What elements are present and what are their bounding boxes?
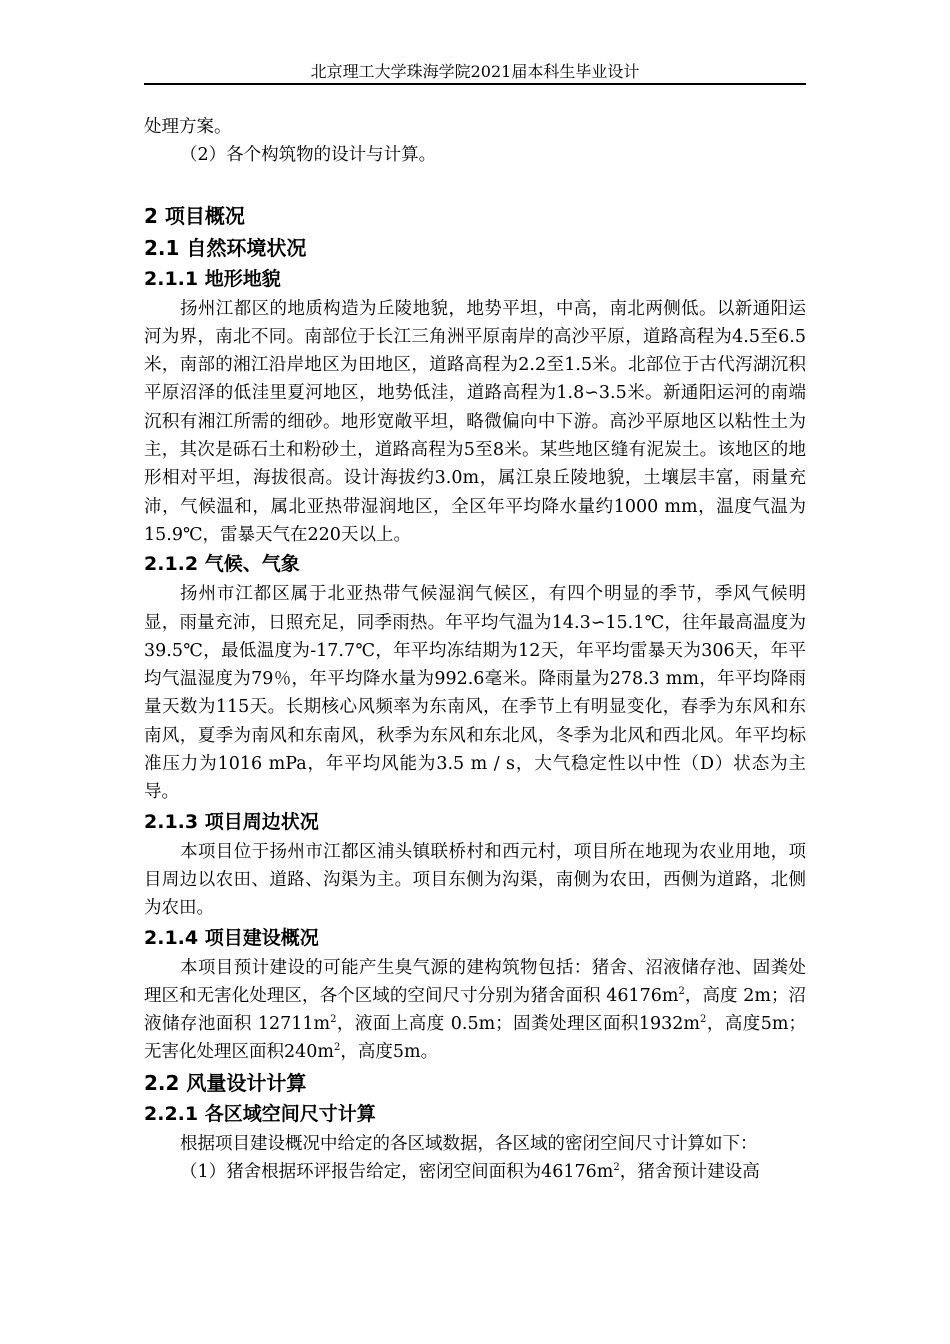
item-1-text-b: ，猪舍预计建设高 bbox=[619, 1162, 760, 1183]
section-2-2-heading: 2.2 风量设计计算 bbox=[144, 1070, 307, 1095]
section-2-1-4-text-5: ，高度5m。 bbox=[340, 1042, 439, 1063]
section-2-1-1-paragraph: 扬州江都区的地质构造为丘陵地貌，地势平坦，中高，南北两侧低。以新通阳运河为界，南北不同。南部位于长江三角洲平原南岸的高沙平原，道路高程为4.5至6.5米，南部的湘江沿岸地区为田地区，道路高程为2.2至1.5米。北部位于古代泻湖沉积平原沼泽的低洼里夏河地区，地势低洼，道路高程为1.8∽3.5米。新通阳运河的南端沉积有湘江所需的细砂。地形宽敞平坦，略微偏向中下游。高沙平原地区以粘性土为主，其次是砾石土和粉砂土，道路高程为5至8米。某些地区缝有泥炭土。该地区的地形相对平坦，海拔很高。设计海拔约3.0m，属江泉丘陵地貌，土壤层丰富，雨量充沛，气候温和，属北亚热带湿润地区，全区年平均降水量约1000 mm，温度气温为15.9℃，雷暴天气在220天以上。 bbox=[144, 298, 806, 545]
section-2-1-2-heading: 2.1.2 气候、气象 bbox=[144, 553, 300, 576]
section-2-1-4-text-1: 本项目预计建设的可能产生臭气源的建构筑物包括：猪舍、沼液储存池、固粪处理区和无害化处理区，各个区域的空间尺寸分别为猪舍面积 46176m bbox=[144, 957, 806, 1006]
section-2-2-1-paragraph: 根据项目建设概况中给定的各区域数据，各区域的密闭空间尺寸计算如下： bbox=[180, 1133, 758, 1154]
section-2-1-1-heading: 2.1.1 地形地貌 bbox=[144, 267, 281, 290]
section-2-1-3-paragraph: 本项目位于扬州市江都区浦头镇联桥村和西元村，项目所在地现为农业用地，项目周边以农田、道路、沟渠为主。项目东侧为沟渠，南侧为农田，西侧为道路，北侧为农田。 bbox=[144, 841, 806, 919]
item-1-text-a: （1）猪舍根据环评报告给定，密闭空间面积为46176m bbox=[180, 1162, 614, 1183]
page-content bbox=[144, 113, 806, 1186]
section-2-1-4-heading: 2.1.4 项目建设概况 bbox=[144, 926, 319, 949]
header-rule bbox=[144, 83, 806, 85]
superscript: 2 bbox=[334, 1042, 341, 1054]
section-2-1-4-paragraph bbox=[144, 954, 806, 1067]
section-2-2-1-heading: 2.2.1 各区域空间尺寸计算 bbox=[144, 1102, 376, 1125]
superscript: 2 bbox=[330, 1014, 337, 1026]
section-2-1-4-text-3: ，液面上高度 0.5m；固粪处理区面积1932m bbox=[336, 1014, 701, 1035]
section-2-heading: 2 项目概况 bbox=[144, 203, 245, 228]
superscript: 2 bbox=[678, 986, 685, 997]
section-2-1-2-paragraph: 扬州市江都区属于北亚热带气候湿润气候区，有四个明显的季节，季风气候明显，雨量充沛，日照充足，同季雨热。年平均气温为14.3∽15.1℃，往年最高温度为39.5℃，最低温度为-17.7℃，年平均冻结期为12天，年平均雷暴天为306天，年平均气温湿度为79％，年平均降水量为992.6毫米。降雨量为278.3 mm，年平均降雨量天数为115天。长期核心风频率为东南风，在季节上有明显变化，春季为东风和东南风，夏季为南风和东南风，秋季为东风和东北风，冬季为北风和西北风。年平均标准压力为1016 mPa，年平均风能为3.5 m / s，大气稳定性以中性（D）状态为主导。 bbox=[144, 584, 806, 803]
intro-line-2: （2）各个构筑物的设计与计算。 bbox=[180, 145, 437, 166]
intro-line-1: 处理方案。 bbox=[144, 117, 232, 137]
section-2-1-heading: 2.1 自然环境状况 bbox=[144, 235, 307, 260]
superscript: 2 bbox=[700, 1014, 707, 1026]
section-2-1-4-text-2: ，高度 2m；沼液储存池面积 12711m bbox=[144, 985, 806, 1035]
superscript: 2 bbox=[613, 1162, 620, 1174]
section-2-1-3-heading: 2.1.3 项目周边状况 bbox=[144, 810, 319, 833]
page-header: 北京理工大学珠海学院2021届本科生毕业设计 bbox=[310, 62, 640, 81]
section-2-2-1-item-1 bbox=[144, 1158, 806, 1186]
section-2-1-4-text-4: ，高度5m；无害化处理区面积240m bbox=[144, 1014, 806, 1063]
